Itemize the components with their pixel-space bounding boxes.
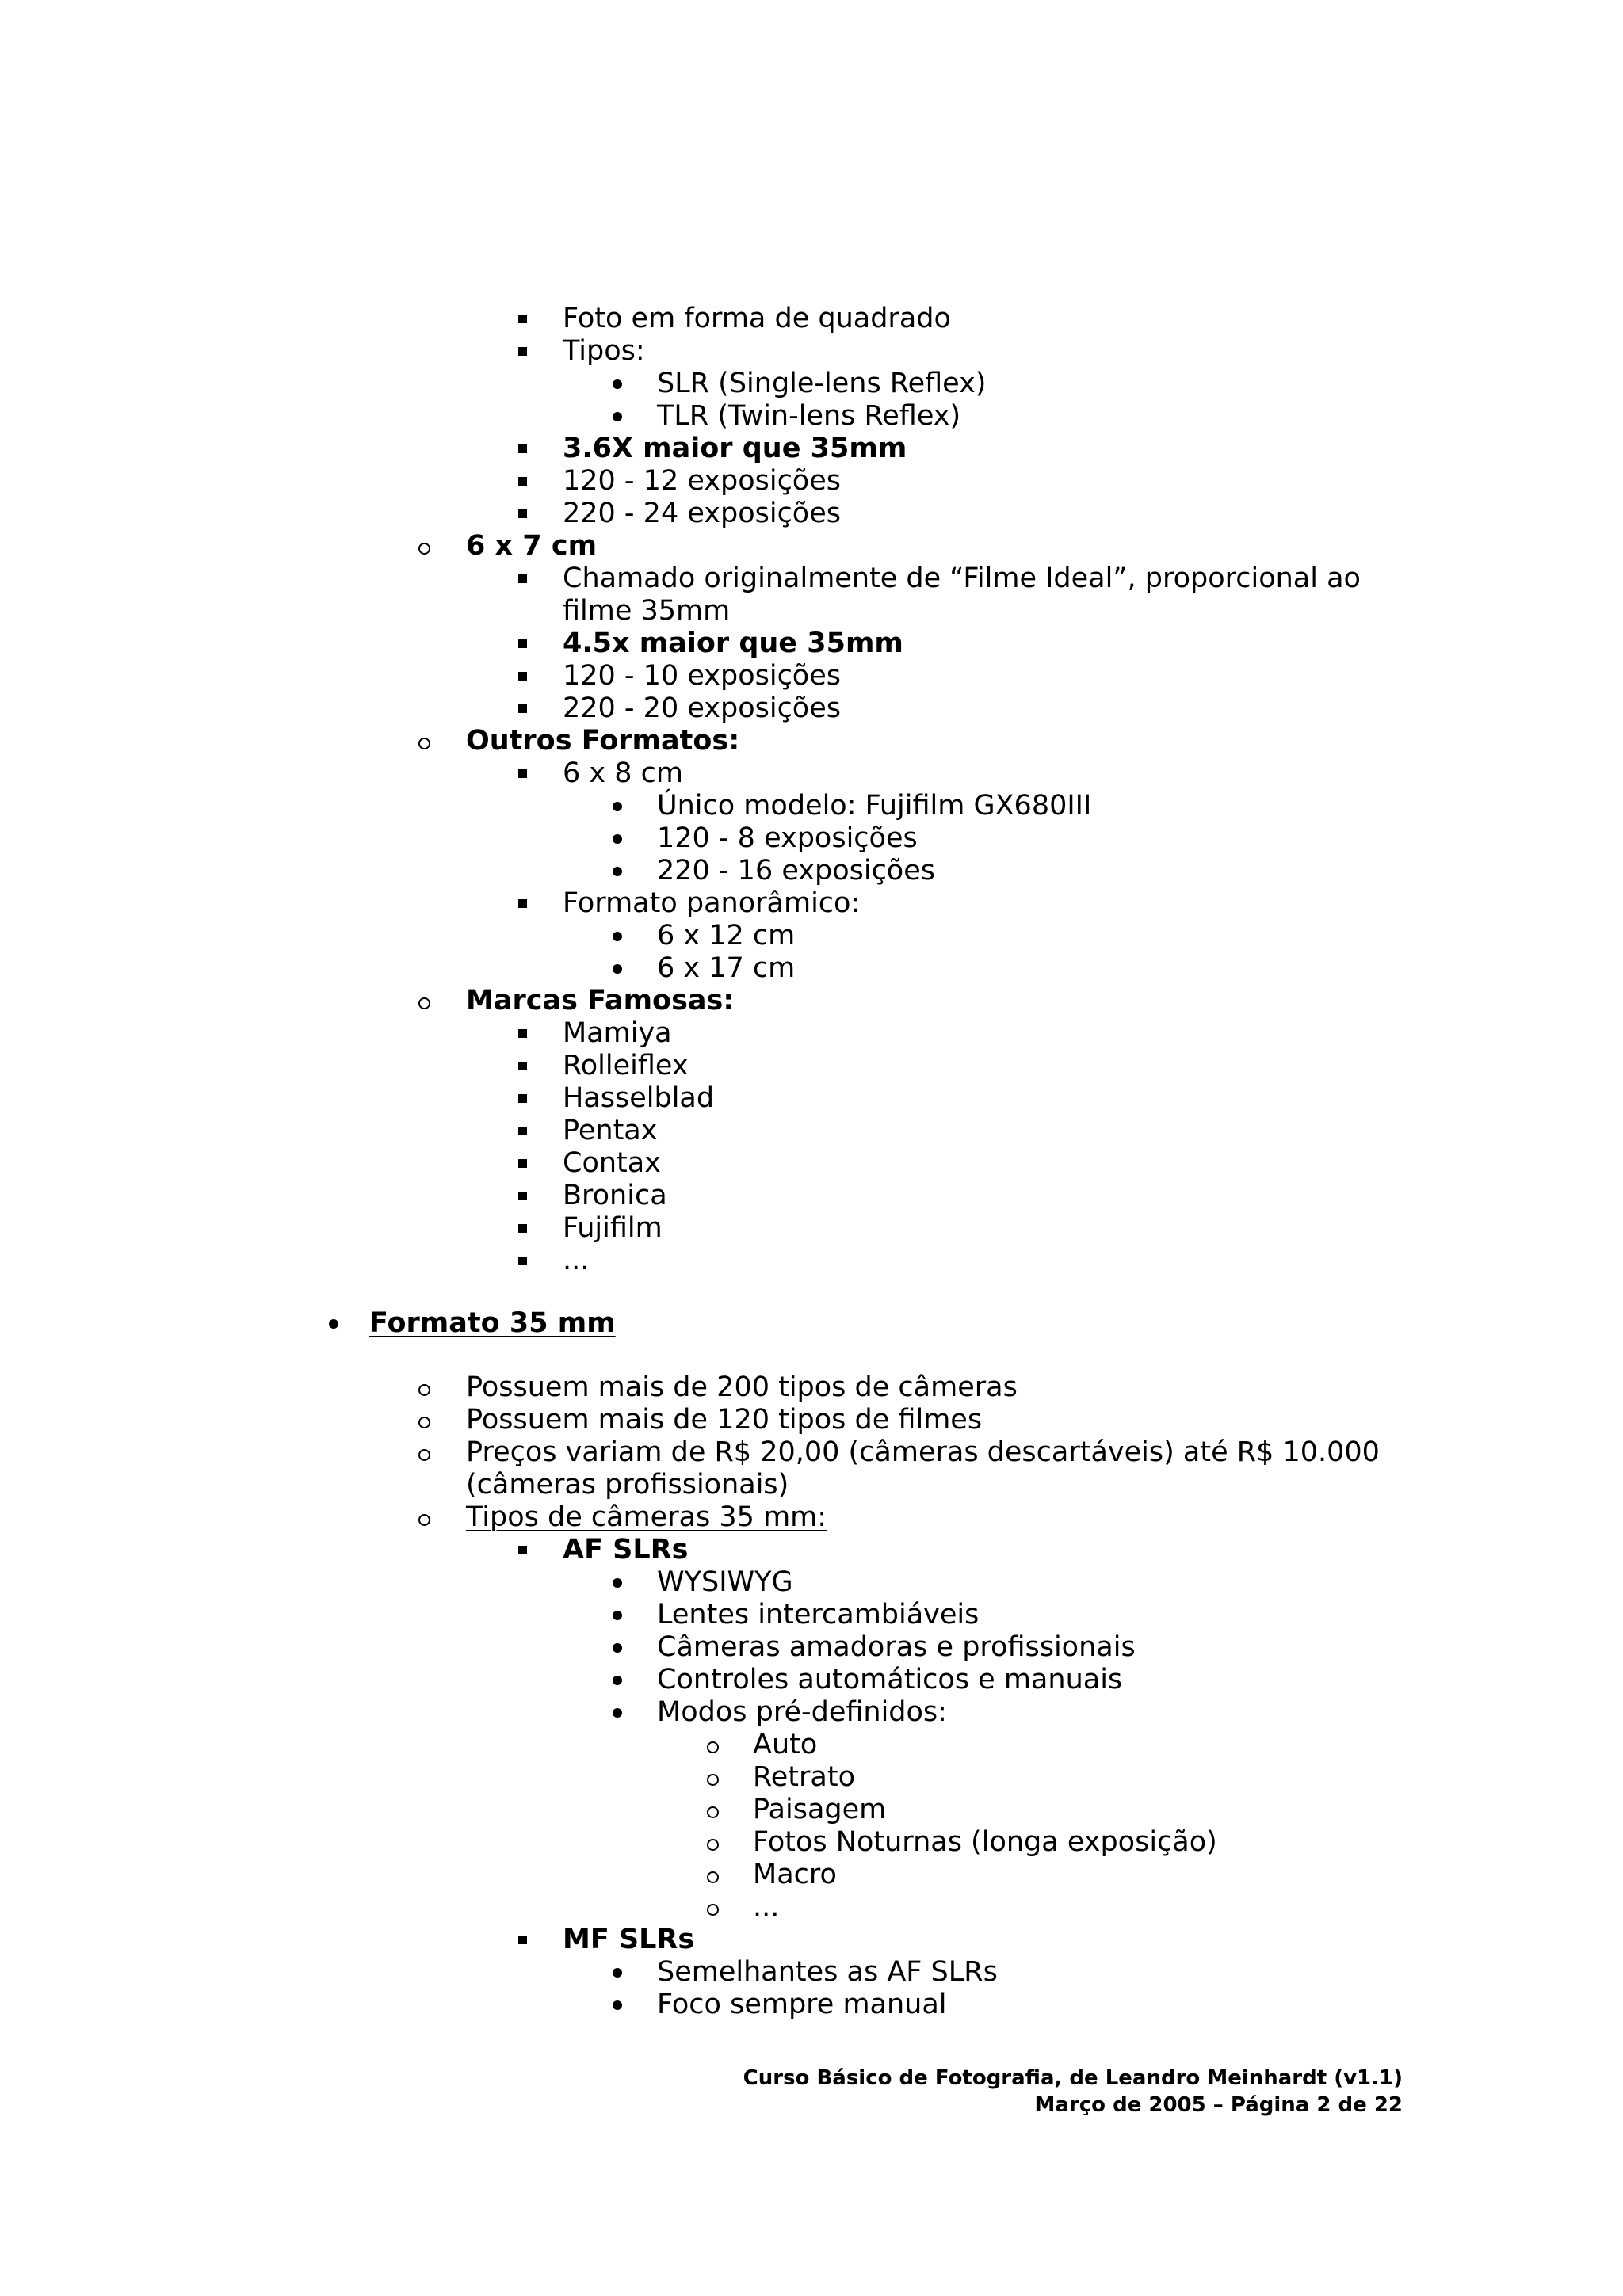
- list-item: [0, 1082, 1623, 1115]
- list-item-text: Auto: [753, 1729, 818, 1760]
- list-item-text: Rolleiflex: [563, 1050, 689, 1081]
- list-item-text: WYSIWYG: [657, 1566, 793, 1598]
- list-item: [0, 1696, 1623, 1729]
- list-item-text: 6 x 8 cm: [563, 757, 683, 789]
- list-item: [0, 1180, 1623, 1212]
- list-item: [0, 368, 1623, 400]
- list-item-text: Contax: [563, 1147, 661, 1179]
- list-item-text: Possuem mais de 200 tipos de câmeras: [466, 1371, 1018, 1403]
- list-item-text: 220 - 16 exposições: [657, 855, 935, 887]
- list-item: [0, 1956, 1623, 1989]
- list-item-text: Semelhantes as AF SLRs: [657, 1956, 998, 1988]
- list-item-text: ...: [563, 1245, 590, 1276]
- list-item: [0, 1794, 1623, 1826]
- list-item-text: 3.6X maior que 35mm: [563, 433, 907, 464]
- list-item-text: Único modelo: Fujifilm GX680III: [657, 790, 1092, 822]
- list-item: [0, 1436, 1623, 1469]
- list-item: [0, 1017, 1623, 1050]
- list-item-text: Preços variam de R$ 20,00 (câmeras descartáveis) até R$ 10.000: [466, 1436, 1380, 1468]
- list-item: [0, 1147, 1623, 1180]
- list-item-text: MF SLRs: [563, 1924, 695, 1955]
- list-item: [0, 1664, 1623, 1696]
- list-item: [0, 1566, 1623, 1599]
- list-item: [0, 303, 1623, 335]
- list-item: [0, 1371, 1623, 1404]
- list-item: [0, 1534, 1623, 1566]
- list-item-text: Bronica: [563, 1180, 667, 1211]
- list-item-text: Fujifilm: [563, 1212, 663, 1244]
- list-item: [0, 1469, 1623, 1501]
- list-item-text: Modos pré-definidos:: [657, 1696, 947, 1728]
- list-item: [0, 595, 1623, 627]
- list-item: [0, 1859, 1623, 1891]
- list-item: [0, 1924, 1623, 1956]
- list-item: [0, 433, 1623, 465]
- list-item: [0, 757, 1623, 790]
- list-item: [0, 985, 1623, 1017]
- list-item: [0, 725, 1623, 757]
- list-item-text: TLR (Twin-lens Reflex): [657, 400, 961, 432]
- list-item-text: Foto em forma de quadrado: [563, 303, 951, 334]
- list-item: [0, 1599, 1623, 1631]
- list-item-text: 120 - 12 exposições: [563, 465, 841, 497]
- list-item: [0, 1631, 1623, 1664]
- list-item: [0, 1826, 1623, 1859]
- list-item: [0, 1729, 1623, 1761]
- list-item-text: 6 x 12 cm: [657, 920, 796, 952]
- footer-page-number: Março de 2005 – Página 2 de 22: [1034, 2093, 1403, 2117]
- list-item-text: 220 - 24 exposições: [563, 498, 841, 529]
- list-item-text: SLR (Single-lens Reflex): [657, 368, 987, 399]
- list-item: [0, 335, 1623, 368]
- list-item-text: filme 35mm: [563, 595, 731, 627]
- list-item: [0, 530, 1623, 563]
- list-item: [0, 952, 1623, 985]
- list-item-text: Tipos:: [563, 335, 645, 367]
- list-item-text: 6 x 17 cm: [657, 952, 796, 984]
- list-item: [0, 1050, 1623, 1082]
- list-item-text: Possuem mais de 120 tipos de filmes: [466, 1404, 983, 1436]
- list-item-text: Foco sempre manual: [657, 1989, 947, 2020]
- list-item: [0, 563, 1623, 595]
- list-item-text: Câmeras amadoras e profissionais: [657, 1631, 1136, 1663]
- list-item-text: Hasselblad: [563, 1082, 715, 1114]
- list-item-text: Retrato: [753, 1761, 855, 1793]
- list-item-text: Mamiya: [563, 1017, 672, 1049]
- list-item-text: (câmeras profissionais): [466, 1469, 789, 1501]
- list-item-text: Controles automáticos e manuais: [657, 1664, 1123, 1695]
- list-item: [0, 920, 1623, 952]
- list-item: [0, 1501, 1623, 1534]
- list-item: [0, 1307, 1623, 1340]
- list-item: [0, 1212, 1623, 1245]
- list-item-text: Formato 35 mm: [369, 1307, 616, 1339]
- list-item: [0, 1989, 1623, 2021]
- list-item-text: 120 - 10 exposições: [563, 660, 841, 692]
- list-item: [0, 498, 1623, 530]
- list-item-text: 120 - 8 exposições: [657, 822, 918, 854]
- list-item: [0, 1761, 1623, 1794]
- list-item: [0, 1891, 1623, 1924]
- list-item: [0, 822, 1623, 855]
- list-item-text: Pentax: [563, 1115, 658, 1146]
- list-item-text: Fotos Noturnas (longa exposição): [753, 1826, 1217, 1858]
- list-item: [0, 1404, 1623, 1436]
- list-item: [0, 855, 1623, 887]
- list-item: [0, 1115, 1623, 1147]
- list-item-text: Marcas Famosas:: [466, 985, 735, 1016]
- list-item-text: Lentes intercambiáveis: [657, 1599, 980, 1630]
- list-item: [0, 790, 1623, 822]
- list-item: [0, 887, 1623, 920]
- footer: [743, 2065, 1403, 2119]
- footer-course-title: Curso Básico de Fotografia, de Leandro Meinhardt (v1.1): [743, 2066, 1403, 2090]
- list-item: [0, 400, 1623, 433]
- list-item-text: Chamado originalmente de “Filme Ideal”, proporcional ao: [563, 563, 1361, 594]
- list-item: [0, 692, 1623, 725]
- list-item-text: Paisagem: [753, 1794, 887, 1825]
- list-item: [0, 1245, 1623, 1277]
- list-item-text: Macro: [753, 1859, 837, 1890]
- list-item-text: 4.5x maior que 35mm: [563, 627, 903, 659]
- list-item-text: AF SLRs: [563, 1534, 689, 1566]
- list-item: [0, 660, 1623, 692]
- list-item: [0, 627, 1623, 660]
- list-item-text: 6 x 7 cm: [466, 530, 598, 562]
- list-item: [0, 465, 1623, 498]
- list-item-text: Formato panorâmico:: [563, 887, 861, 919]
- list-item-text: Tipos de câmeras 35 mm:: [466, 1501, 827, 1533]
- list-item-text: 220 - 20 exposições: [563, 692, 841, 724]
- list-item-text: ...: [753, 1891, 780, 1923]
- list-item-text: Outros Formatos:: [466, 725, 740, 757]
